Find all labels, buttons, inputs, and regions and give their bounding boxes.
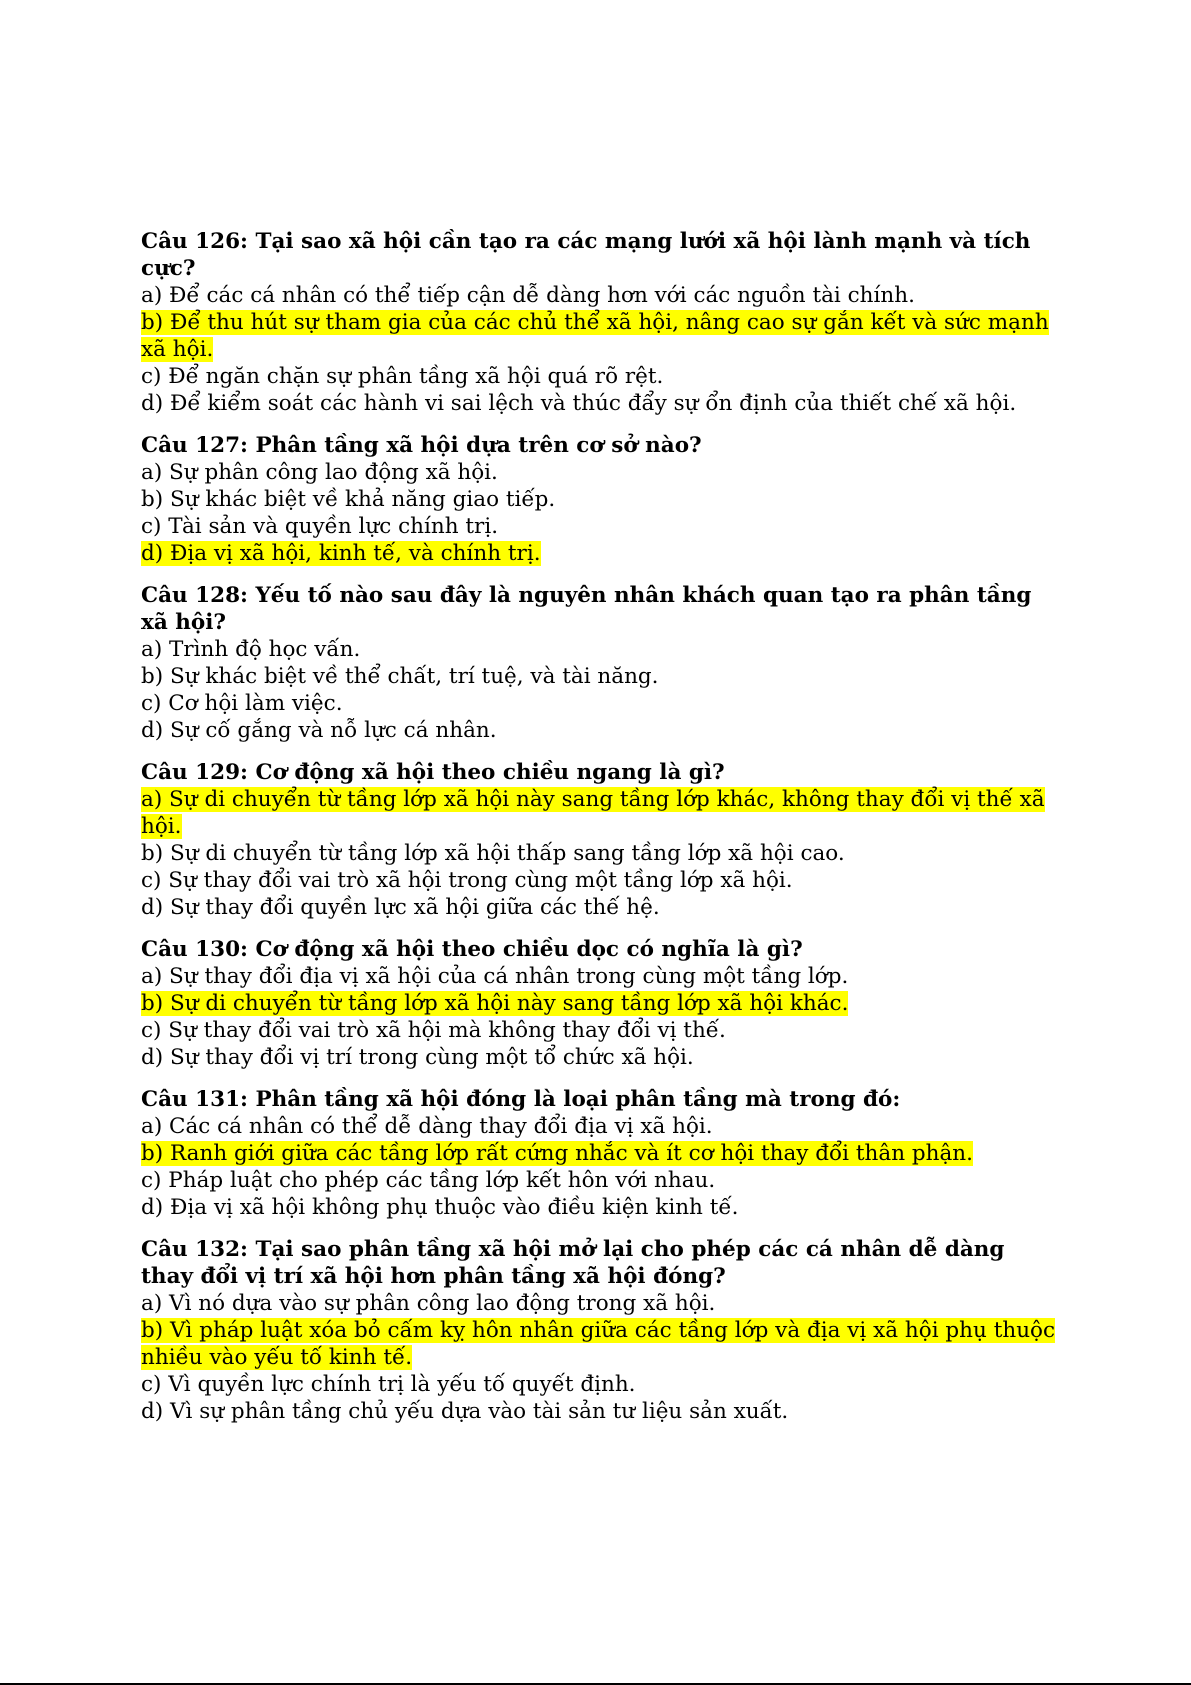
question-126	[141, 228, 1061, 417]
question-title: Câu 130: Cơ động xã hội theo chiều dọc có nghĩa là gì?	[141, 937, 803, 962]
answer-option-a: a) Vì nó dựa vào sự phân công lao động trong xã hội.	[141, 1291, 716, 1316]
highlighted-answer: b) Để thu hút sự tham gia của các chủ thể xã hội, nâng cao sự gắn kết và sức mạnh xã hội.	[141, 310, 1049, 362]
answer-option-a: a) Các cá nhân có thể dễ dàng thay đổi địa vị xã hội.	[141, 1114, 713, 1139]
answer-option-c: c) Cơ hội làm việc.	[141, 691, 343, 716]
answer-option-a: a) Sự thay đổi địa vị xã hội của cá nhân trong cùng một tầng lớp.	[141, 964, 849, 989]
question-129	[141, 759, 1061, 921]
answer-option-d: d) Sự thay đổi vị trí trong cùng một tổ chức xã hội.	[141, 1045, 694, 1070]
answer-option-a: a) Để các cá nhân có thể tiếp cận dễ dàng hơn với các nguồn tài chính.	[141, 283, 915, 308]
question-127	[141, 432, 1061, 567]
highlighted-answer: d) Địa vị xã hội, kinh tế, và chính trị.	[141, 541, 541, 566]
answer-option-c: c) Sự thay đổi vai trò xã hội trong cùng một tầng lớp xã hội.	[141, 868, 793, 893]
question-131	[141, 1086, 1061, 1221]
answer-option-b: b) Sự di chuyển từ tầng lớp xã hội thấp sang tầng lớp xã hội cao.	[141, 841, 845, 866]
answer-option-d: d) Sự thay đổi quyền lực xã hội giữa các thế hệ.	[141, 895, 660, 920]
question-title: Câu 127: Phân tầng xã hội dựa trên cơ sở nào?	[141, 433, 702, 458]
question-128	[141, 582, 1061, 744]
answer-option-b: b) Sự khác biệt về thể chất, trí tuệ, và tài năng.	[141, 664, 659, 689]
highlighted-answer: b) Vì pháp luật xóa bỏ cấm kỵ hôn nhân giữa các tầng lớp và địa vị xã hội phụ thuộc nhiều vào yếu tố kinh tế.	[141, 1318, 1056, 1370]
answer-option-a: a) Trình độ học vấn.	[141, 637, 361, 662]
answer-option-c: c) Vì quyền lực chính trị là yếu tố quyết định.	[141, 1372, 636, 1397]
question-132	[141, 1236, 1061, 1425]
answer-option-b: b) Sự khác biệt về khả năng giao tiếp.	[141, 487, 556, 512]
answer-option-c: c) Tài sản và quyền lực chính trị.	[141, 514, 499, 539]
answer-option-d	[141, 540, 1061, 567]
answer-option-d: d) Địa vị xã hội không phụ thuộc vào điều kiện kinh tế.	[141, 1195, 739, 1220]
answer-option-b	[141, 1317, 1061, 1371]
answer-option-c: c) Pháp luật cho phép các tầng lớp kết hôn với nhau.	[141, 1168, 716, 1193]
answer-option-a: a) Sự phân công lao động xã hội.	[141, 460, 498, 485]
answer-option-d: d) Vì sự phân tầng chủ yếu dựa vào tài sản tư liệu sản xuất.	[141, 1399, 789, 1424]
answer-option-b	[141, 1140, 1061, 1167]
highlighted-answer: a) Sự di chuyển từ tầng lớp xã hội này sang tầng lớp khác, không thay đổi vị thế xã hội.	[141, 787, 1045, 839]
answer-option-b	[141, 309, 1061, 363]
answer-option-c: c) Sự thay đổi vai trò xã hội mà không thay đổi vị thế.	[141, 1018, 726, 1043]
answer-option-d: d) Để kiểm soát các hành vi sai lệch và thúc đẩy sự ổn định của thiết chế xã hội.	[141, 391, 1017, 416]
highlighted-answer: b) Ranh giới giữa các tầng lớp rất cứng nhắc và ít cơ hội thay đổi thân phận.	[141, 1141, 973, 1166]
answer-option-c: c) Để ngăn chặn sự phân tầng xã hội quá rõ rệt.	[141, 364, 664, 389]
highlighted-answer: b) Sự di chuyển từ tầng lớp xã hội này sang tầng lớp xã hội khác.	[141, 991, 849, 1016]
question-title: Câu 132: Tại sao phân tầng xã hội mở lại cho phép các cá nhân dễ dàng thay đổi vị trí xã hội hơn phân tầng xã hội đóng?	[141, 1237, 1005, 1289]
answer-option-d: d) Sự cố gắng và nỗ lực cá nhân.	[141, 718, 497, 743]
question-title: Câu 128: Yếu tố nào sau đây là nguyên nhân khách quan tạo ra phân tầng xã hội?	[141, 583, 1032, 635]
question-title: Câu 129: Cơ động xã hội theo chiều ngang là gì?	[141, 760, 725, 785]
document-page	[141, 228, 1061, 1440]
question-title: Câu 126: Tại sao xã hội cần tạo ra các mạng lưới xã hội lành mạnh và tích cực?	[141, 229, 1031, 281]
answer-option-a	[141, 786, 1061, 840]
question-title: Câu 131: Phân tầng xã hội đóng là loại phân tầng mà trong đó:	[141, 1087, 901, 1112]
answer-option-b	[141, 990, 1061, 1017]
question-130	[141, 936, 1061, 1071]
